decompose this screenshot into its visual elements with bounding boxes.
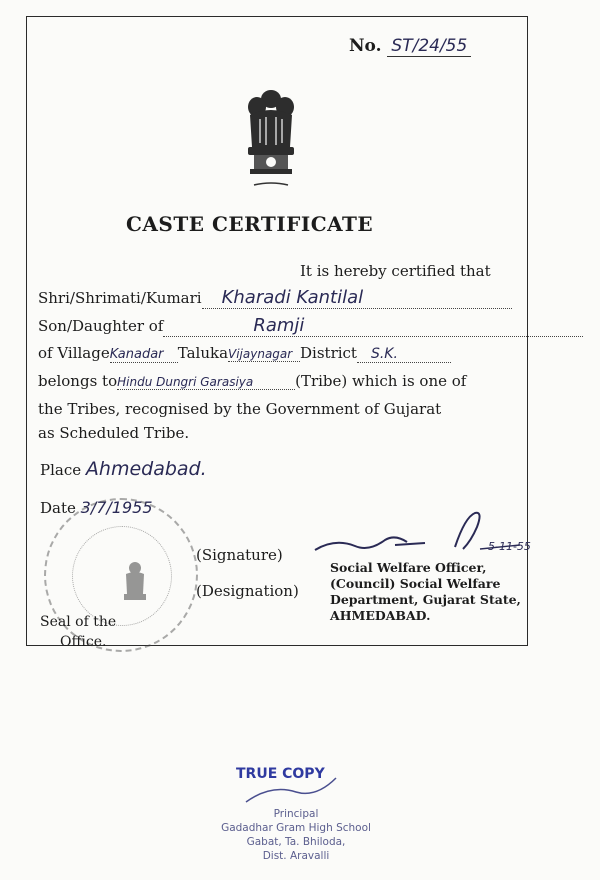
district-value: S.K. <box>357 346 451 363</box>
officer-line-3: Department, Gujarat State, <box>330 592 521 607</box>
tribe-value: Hindu Dungri Garasiya <box>117 375 295 390</box>
seal-emblem-icon <box>120 560 150 610</box>
stamp-line-2: Gadadhar Gram High School <box>221 822 371 834</box>
place-value: Ahmedabad. <box>85 458 207 480</box>
stamp-signature <box>236 772 346 812</box>
stamp-line-3: Gabat, Ta. Bhiloda, <box>246 836 346 848</box>
signature-date: 5-11-55 <box>488 540 531 553</box>
number-prefix: No. <box>349 36 382 56</box>
intro-text: It is hereby certified that <box>300 262 491 280</box>
stamp-line-4: Dist. Aravalli <box>262 850 330 862</box>
signature-label: (Signature) <box>196 546 283 564</box>
seal-label-1: Seal of the <box>40 614 117 630</box>
village-value: Kanadar <box>110 347 178 363</box>
date-value: 3/7/1955 <box>80 498 153 517</box>
parent-row <box>38 315 583 337</box>
number-value: ST/24/55 <box>387 36 471 57</box>
certificate-number <box>349 36 471 56</box>
officer-designation-stamp <box>330 560 521 624</box>
stamp-line-1: Principal <box>273 808 319 820</box>
parent-value: Ramji <box>163 315 583 337</box>
true-copy-text: TRUE COPY <box>236 766 325 782</box>
place-row <box>40 458 207 480</box>
district-label: District <box>300 344 357 362</box>
tribe-suffix: (Tribe) which is one of <box>295 372 467 390</box>
national-emblem-icon <box>240 85 302 195</box>
officer-line-2: (Council) Social Welfare <box>330 576 501 591</box>
tribes-line: the Tribes, recognised by the Government of Gujarat <box>38 400 442 418</box>
village-label: of Village <box>38 344 110 362</box>
belongs-label: belongs to <box>38 372 118 390</box>
tribe-row <box>38 372 466 390</box>
handwritten-signature <box>305 505 565 565</box>
date-label: Date <box>40 499 76 517</box>
officer-line-1: Social Welfare Officer, <box>330 560 487 575</box>
name-label: Shri/Shrimati/Kumari <box>38 289 202 307</box>
name-row <box>38 287 512 309</box>
true-copy-stamp <box>196 758 396 868</box>
scheduled-line: as Scheduled Tribe. <box>38 424 190 442</box>
taluka-label: Taluka <box>177 344 229 362</box>
officer-line-4: AHMEDABAD. <box>330 608 431 623</box>
name-value: Kharadi Kantilal <box>202 287 512 309</box>
taluka-value: Vijaynagar <box>228 347 300 362</box>
place-label: Place <box>40 461 82 479</box>
seal-label-2: Office. <box>60 634 107 650</box>
designation-label: (Designation) <box>196 582 299 600</box>
village-row <box>38 344 451 363</box>
parent-label: Son/Daughter of <box>38 317 164 335</box>
